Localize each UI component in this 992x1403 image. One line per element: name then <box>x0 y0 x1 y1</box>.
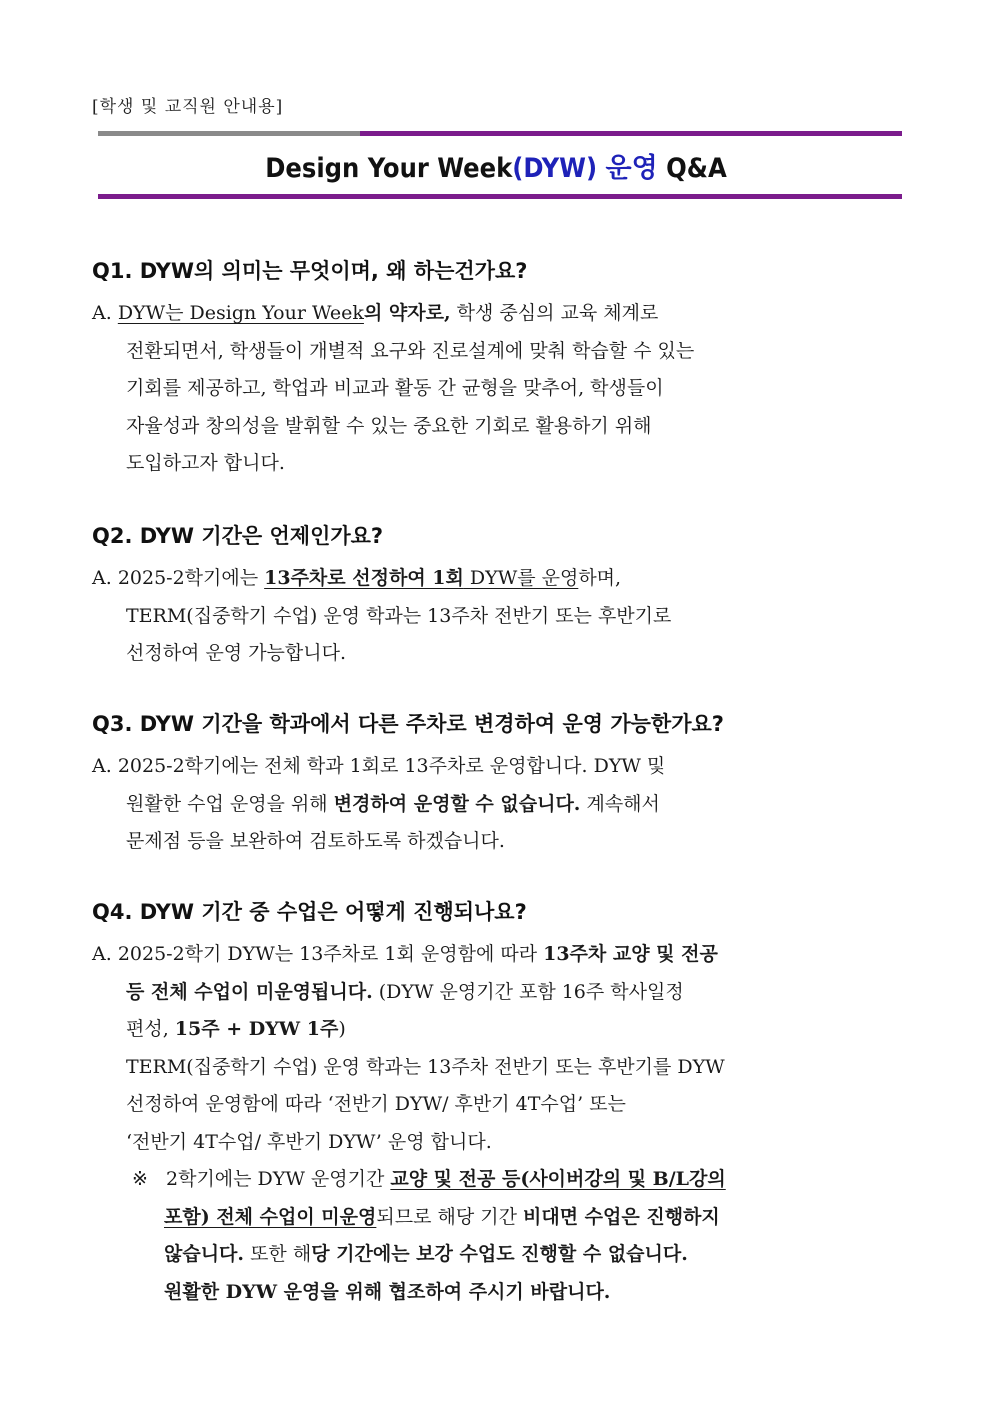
title-suffix: Q&A <box>657 153 727 184</box>
note-line-4: 원활한 DYW 운영을 위해 협조하여 주시기 바랍니다. <box>164 1280 611 1303</box>
title-accent: (DYW) 운영 <box>512 153 658 184</box>
answer-1-line-2: 전환되면서, 학생들이 개별적 요구와 진로설계에 맞춰 학습할 수 있는 <box>126 339 695 362</box>
answer-1-text: 학생 중심의 교육 체계로 <box>450 302 659 324</box>
answer-prefix: A. <box>92 755 118 777</box>
answer-prefix: A. <box>92 943 118 965</box>
question-3: Q3. DYW 기간을 학과에서 다른 주차로 변경하여 운영 가능한가요? <box>92 712 724 736</box>
note-bold-2: 비대면 수업은 진행하지 <box>522 1205 720 1228</box>
answer-4-text: 2025-2학기 DYW는 13주차로 1회 운영함에 따라 <box>117 943 544 965</box>
answer-4-line-2 <box>92 974 912 1012</box>
question-1: Q1. DYW의 의미는 무엇이며, 왜 하는건가요? <box>92 259 528 283</box>
note-text-2: 되므로 해당 기간 <box>376 1205 523 1228</box>
answer-1-line-1 <box>92 295 912 333</box>
answer-2-bold-underline: 13주차로 선정하여 1회 <box>264 567 464 589</box>
note-text-1: 2학기에는 DYW 운영기간 <box>166 1168 391 1190</box>
answer-2-line-2: TERM(집중학기 수업) 운영 학과는 13주차 전반기 또는 후반기로 <box>126 604 672 627</box>
answer-4-line-4: TERM(집중학기 수업) 운영 학과는 13주차 전반기 또는 후반기를 DYW <box>126 1055 725 1078</box>
title-rule-top-gray <box>98 131 360 136</box>
answer-3-text: 2025-2학기에는 전체 학과 1회로 13주차로 운영합니다. DYW 및 <box>117 755 666 777</box>
qa-section-4 <box>92 896 912 1311</box>
answer-4-text-2: (DYW 운영기간 포함 16주 학사일정 <box>372 980 684 1003</box>
qa-section-3 <box>92 708 912 861</box>
answer-4-bold-2: 등 전체 수업이 미운영됩니다. <box>126 980 373 1003</box>
note-line-3 <box>92 1236 912 1274</box>
question-2: Q2. DYW 기간은 언제인가요? <box>92 524 384 548</box>
answer-4-bold-3: 15주 + DYW 1주 <box>174 1018 339 1040</box>
answer-3-line-3: 문제점 등을 보완하여 검토하도록 하겠습니다. <box>126 830 505 852</box>
answer-3-text-a: 원활한 수업 운영을 위해 <box>126 792 334 815</box>
answer-3-line-2 <box>92 786 912 824</box>
answer-4-line-5: 선정하여 운영함에 따라 ‘전반기 DYW/ 후반기 4T수업’ 또는 <box>126 1093 626 1115</box>
answer-4-line-1 <box>92 936 912 974</box>
answer-1-bold: 의 약자로, <box>363 302 451 324</box>
answer-2-line-1 <box>92 560 912 598</box>
answer-2-text: 2025-2학기에는 <box>117 567 265 589</box>
document-tag: [학생 및 교직원 안내용] <box>92 97 284 117</box>
answer-4-line-6: ‘전반기 4T수업/ 후반기 DYW’ 운영 합니다. <box>126 1130 492 1153</box>
answer-4-bold: 13주차 교양 및 전공 <box>543 943 718 965</box>
note-bold-3b: 당 기간에는 보강 수업도 진행할 수 없습니다. <box>311 1243 688 1265</box>
note-bold-underline-2: 포함) 전체 수업이 미운영 <box>164 1205 377 1228</box>
answer-1-line-5: 도입하고자 합니다. <box>126 452 285 474</box>
question-4: Q4. DYW 기간 중 수업은 어떻게 진행되나요? <box>92 900 527 924</box>
answer-1-underline: DYW는 Design Your Week <box>117 302 364 324</box>
answer-1-line-4: 자율성과 창의성을 발휘할 수 있는 중요한 기회로 활용하기 위해 <box>126 414 652 437</box>
title-main: Design Your Week <box>265 153 513 184</box>
note-bold-underline-1: 교양 및 전공 등(사이버강의 및 B/L강의 <box>390 1168 726 1190</box>
note-mark: ※ <box>132 1168 148 1190</box>
answer-2-line-3: 선정하여 운영 가능합니다. <box>126 642 347 664</box>
answer-prefix: A. <box>92 567 118 589</box>
answer-2-text-rest: 하며, <box>578 567 622 589</box>
title-rule-bottom <box>98 194 902 199</box>
answer-3-text-rest: 계속해서 <box>580 792 660 815</box>
answer-2-underline: DYW를 운영 <box>463 567 579 589</box>
answer-1-line-3: 기회를 제공하고, 학업과 비교과 활동 간 균형을 맞추어, 학생들이 <box>126 377 664 399</box>
answer-3-bold: 변경하여 운영할 수 없습니다. <box>333 792 581 815</box>
note-line-2 <box>92 1199 912 1237</box>
page-title <box>0 146 992 185</box>
note-text-3: 또한 해 <box>244 1243 312 1265</box>
qa-section-1 <box>92 255 912 483</box>
qa-section-2 <box>92 520 912 673</box>
note-line-1 <box>92 1161 912 1199</box>
answer-4-text-3: 편성, <box>126 1018 175 1040</box>
answer-3-line-1 <box>92 748 912 786</box>
note-bold-3a: 않습니다. <box>164 1243 245 1265</box>
title-rule-top-purple <box>360 131 902 136</box>
answer-prefix: A. <box>92 302 118 324</box>
answer-4-line-3 <box>92 1011 912 1049</box>
answer-4-text-3-rest: ) <box>338 1018 346 1040</box>
